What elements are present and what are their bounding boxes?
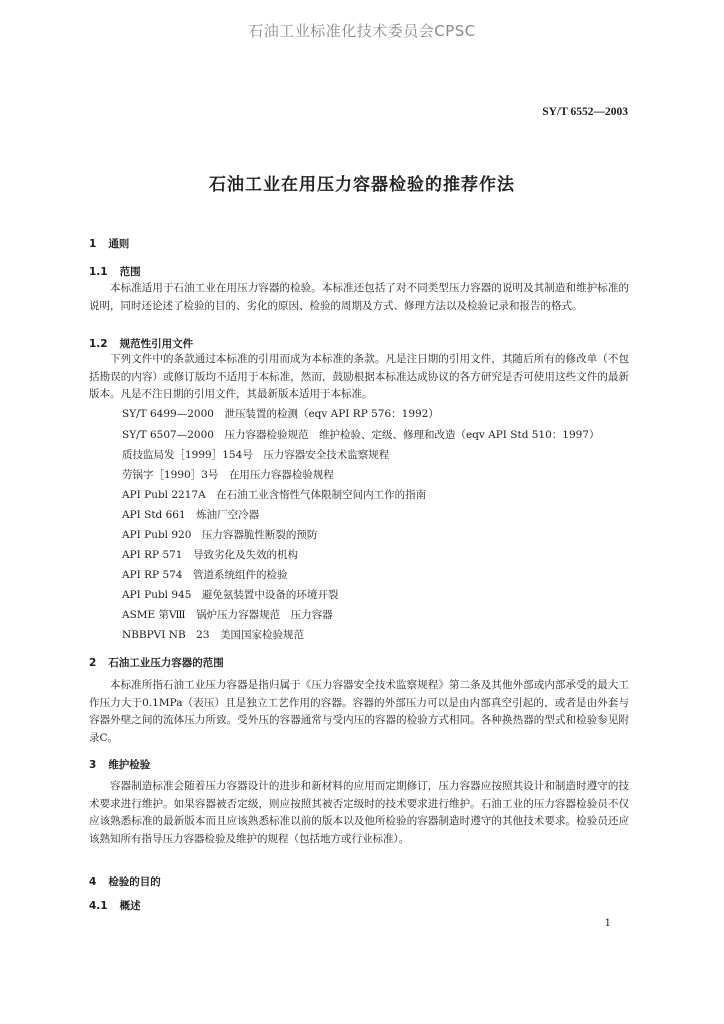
page-title: 石油工业在用压力容器检验的推荐作法 <box>209 175 515 195</box>
paragraph-maintenance-inspection: 容器制造标准会随着压力容器设计的进步和新材料的应用而定期修订，压力容器应按照其设计和制造时遵守的技术要求进行维护。如果容器被否定级，则应按照其被否定级时的技术要求进行维护。石油工业的压力容器检验员不仅应该熟悉标准的最新版本而且应该熟悉标准以前的版本以及他所检验的容器制造时遵守的其他技术要求。检验员还应该熟知所有指导压力容器检验及维护的规程（包括地方或行业标准）。 <box>89 780 629 845</box>
reference-item: API RP 571 导致劣化及失效的机构 <box>122 549 298 561</box>
section-title: 概述 <box>119 900 141 912</box>
section-heading-1-1 <box>89 264 141 279</box>
paragraph-normative-references: 下列文件中的条款通过本标准的引用而成为本标准的条款。凡是注日期的引用文件，其随后所有的修改单（不包括勘误的内容）或修订版均不适用于本标准，然而，鼓励根据本标准达成协议的各方研究是否可使用这些文件的最新版本。凡是不注日期的引用文件，其最新版本适用于本标准。 <box>89 353 629 400</box>
section-number: 2 <box>89 657 97 669</box>
section-number: 3 <box>89 759 97 771</box>
section-title: 检验的目的 <box>108 876 161 888</box>
section-title: 维护检验 <box>108 759 151 771</box>
page-number: 1 <box>604 918 611 929</box>
reference-item: API RP 574 管道系统组件的检验 <box>122 569 288 581</box>
reference-item: API Std 661 炼油厂空冷器 <box>122 509 260 521</box>
section-title: 范围 <box>119 266 141 278</box>
section-number: 1.2 <box>89 338 108 350</box>
reference-item: API Publ 2217A 在石油工业含惰性气体限制空间内工作的指南 <box>122 489 427 501</box>
section-heading-1 <box>89 236 129 251</box>
section-number: 1.1 <box>89 266 108 278</box>
standard-number: SY/T 6552—2003 <box>542 106 628 118</box>
reference-item: API Publ 945 避免氨装置中设备的环境开裂 <box>122 589 339 601</box>
section-number: 1 <box>89 238 97 250</box>
section-heading-3 <box>89 757 150 772</box>
section-title: 规范性引用文件 <box>119 338 194 350</box>
reference-item: SY/T 6499—2000 泄压装置的检测（eqv API RP 576：1992） <box>122 408 439 420</box>
paragraph-scope-of-vessels: 本标准所指石油工业压力容器是指归属于《压力容器安全技术监察规程》第二条及其他外部或内部承受的最大工作压力大于0.1MPa（表压）且是独立工艺作用的容器。容器的外部压力可以是由内部真空引起的，或者是由外套与容器外壁之间的流体压力所致。受外压的容器通常与受内压的容器的检验方式相同。各种换热器的型式和检验参见附录C。 <box>89 679 629 744</box>
section-heading-2 <box>89 655 224 670</box>
paragraph-scope: 本标准适用于石油工业在用压力容器的检验。本标准还包括了对不同类型压力容器的说明及其制造和维护标准的说明，同时还论述了检验的目的、劣化的原因、检验的周期及方式、修理方法以及检验记录和报告的格式。 <box>89 282 629 312</box>
reference-item: ASME 第Ⅷ 锅炉压力容器规范 压力容器 <box>122 609 333 621</box>
reference-item: 质技监局发［1999］154号 压力容器安全技术监察规程 <box>122 449 390 461</box>
section-title: 石油工业压力容器的范围 <box>108 657 224 669</box>
section-heading-4 <box>89 874 161 889</box>
section-title: 通则 <box>108 238 130 250</box>
reference-item: API Publ 920 压力容器脆性断裂的预防 <box>122 529 318 541</box>
reference-item: NBBPVI NB 23 美国国家检验规范 <box>122 629 305 641</box>
watermark: 石油工业标准化技术委员会CPSC <box>248 22 476 40</box>
section-heading-1-2 <box>89 336 193 351</box>
section-number: 4 <box>89 876 97 888</box>
section-number: 4.1 <box>89 900 108 912</box>
reference-item: SY/T 6507—2000 压力容器检验规范 维护检验、定级、修理和改造（eqv API Std 510：1997） <box>122 429 600 441</box>
section-heading-4-1 <box>89 898 141 913</box>
reference-item: 劳锅字［1990］3号 在用压力容器检验规程 <box>122 469 334 481</box>
